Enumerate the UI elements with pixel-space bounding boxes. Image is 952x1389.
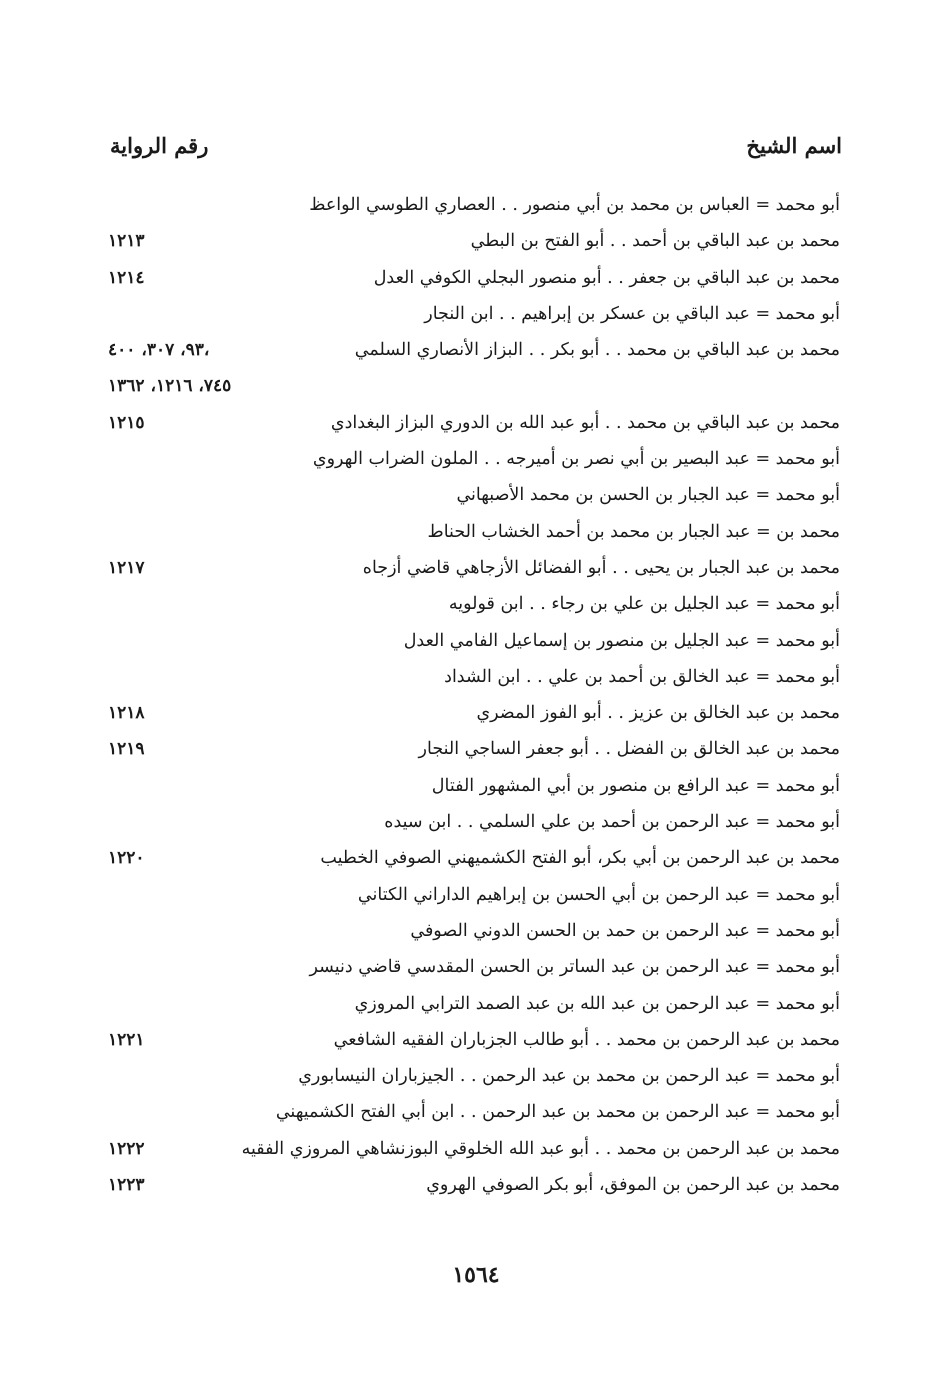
list-item (0, 698, 952, 734)
list-item (0, 1061, 952, 1097)
entries-list (0, 190, 952, 1206)
narration-number: ١٢١٥ (108, 412, 145, 433)
narration-number: ١٢٢١ (108, 1029, 145, 1050)
narration-number: ١٢٢٠ (108, 848, 145, 869)
narration-number: ١٢١٧ (108, 557, 145, 578)
sheikh-name: محمد بن عبد الخالق بن الفضل . . أبو جعفر الساجي النجار (418, 739, 840, 760)
list-item (0, 1025, 952, 1061)
sheikh-name: أبو محمد = عبد الجليل بن منصور بن إسماعيل الفامي العدل (403, 630, 840, 651)
sheikh-name: محمد بن عبد الجبار بن يحيى . . أبو الفضائل الأزجاهي قاضي أزجاه (362, 557, 840, 578)
list-item (0, 1097, 952, 1133)
list-item (0, 1170, 952, 1206)
sheikh-name: محمد بن عبد الباقي بن أحمد . . أبو الفتح بن البطي (470, 231, 840, 252)
list-item (0, 989, 952, 1025)
list-item (0, 626, 952, 662)
list-item (0, 843, 952, 879)
sheikh-name: محمد بن عبد الرحمن بن محمد . . أبو عبد الله الخلوقي البوزنشاهي المروزي الفقيه (241, 1138, 840, 1159)
list-item (0, 880, 952, 916)
narration-number: ١٢١٨ (108, 703, 145, 724)
list-item (0, 335, 952, 371)
list-item (0, 299, 952, 335)
sheikh-name: أبو محمد = عبد الخالق بن أحمد بن علي . . ابن الشداد (444, 666, 840, 687)
sheikh-name: أبو محمد = عبد الرحمن بن أحمد بن علي السلمي . . ابن سيده (384, 812, 840, 833)
sheikh-name: أبو محمد = العباس بن محمد بن أبي منصور . . العصاري الطوسي الواعظ (309, 195, 840, 215)
list-item (0, 480, 952, 516)
sheikh-name: محمد بن عبد الباقي بن محمد . . أبو عبد الله بن الدوري البزاز البغدادي (330, 412, 840, 433)
sheikh-name: أبو محمد = عبد الرحمن بن حمد بن الحسن الدوني الصوفي (410, 920, 840, 941)
list-item (0, 771, 952, 807)
list-item (0, 734, 952, 770)
sheikh-name: أبو محمد = عبد الرحمن بن محمد بن عبد الرحمن . . الجيزباران النيسابوري (298, 1066, 840, 1087)
list-item (0, 444, 952, 480)
narration-number: ١٢١٤ (108, 267, 145, 288)
sheikh-name: أبو محمد = عبد الرحمن بن عبد الله بن عبد الصمد الترابي المروزي (354, 993, 840, 1014)
sheikh-name: أبو محمد = عبد الجليل بن علي بن رجاء . . ابن قولويه (448, 594, 840, 615)
sheikh-name: أبو محمد = عبد الرحمن بن محمد بن عبد الرحمن . . ابن أبي الفتح الكشميهني (275, 1102, 840, 1123)
list-item (0, 916, 952, 952)
page-number: ١٥٦٤ (452, 1262, 500, 1288)
list-item (0, 263, 952, 299)
list-item (0, 517, 952, 553)
sheikh-name: أبو محمد = عبد الجبار بن الحسن بن محمد الأصبهاني (456, 485, 840, 506)
narration-number: ٧٤٥، ١٢١٦، ١٣٦٢ (108, 376, 232, 397)
list-item (0, 952, 952, 988)
narration-number: ١٢٢٢ (108, 1138, 145, 1159)
narration-number: ١٢١٩ (108, 739, 145, 760)
sheikh-name: محمد بن عبد الباقي بن محمد . . أبو بكر . . البزاز الأنصاري السلمي (354, 340, 840, 361)
sheikh-name: محمد بن عبد الرحمن بن الموفق، أبو بكر الصوفي الهروي (426, 1175, 840, 1196)
header-sheikh-name: اسم الشيخ (746, 133, 842, 158)
list-item (0, 553, 952, 589)
sheikh-name: محمد بن عبد الرحمن بن أبي بكر، أبو الفتح الكشميهني الصوفي الخطيب (320, 848, 840, 869)
header-narration-number: رقم الرواية (110, 133, 209, 158)
sheikh-name: محمد بن عبد الباقي بن جعفر . . أبو منصور البجلي الكوفي العدل (373, 267, 840, 288)
list-item (0, 371, 952, 407)
narration-number: ٩٣، ٣٠٧، ٤٠٠، (108, 340, 210, 361)
narration-number: ١٢١٣ (108, 231, 145, 252)
sheikh-name: أبو محمد = عبد الباقي بن عسكر بن إبراهيم . . ابن النجار (424, 303, 840, 324)
list-item (0, 190, 952, 226)
sheikh-name: أبو محمد = عبد الرافع بن منصور بن أبي المشهور الفتال (431, 775, 840, 796)
sheikh-name: أبو محمد = عبد الرحمن بن أبي الحسن بن إبراهيم الداراني الكتاني (357, 884, 840, 905)
sheikh-name: أبو محمد = عبد الرحمن بن عبد الساتر بن الحسن المقدسي قاضي دنيسر (309, 957, 840, 978)
list-item (0, 589, 952, 625)
list-item (0, 662, 952, 698)
list-item (0, 408, 952, 444)
sheikh-name: أبو محمد = عبد البصير بن أبي نصر بن أميرجه . . الملون الضراب الهروي (312, 449, 840, 470)
list-item (0, 1134, 952, 1170)
list-item (0, 807, 952, 843)
list-item (0, 226, 952, 262)
sheikh-name: محمد بن = عبد الجبار بن محمد بن أحمد الخشاب الحناط (427, 521, 840, 542)
narration-number: ١٢٢٣ (108, 1175, 145, 1196)
sheikh-name: محمد بن عبد الرحمن بن محمد . . أبو طالب الجزباران الفقيه الشافعي (333, 1029, 840, 1050)
sheikh-name: محمد بن عبد الخالق بن عزيز . . أبو الفوز المضري (476, 703, 840, 724)
